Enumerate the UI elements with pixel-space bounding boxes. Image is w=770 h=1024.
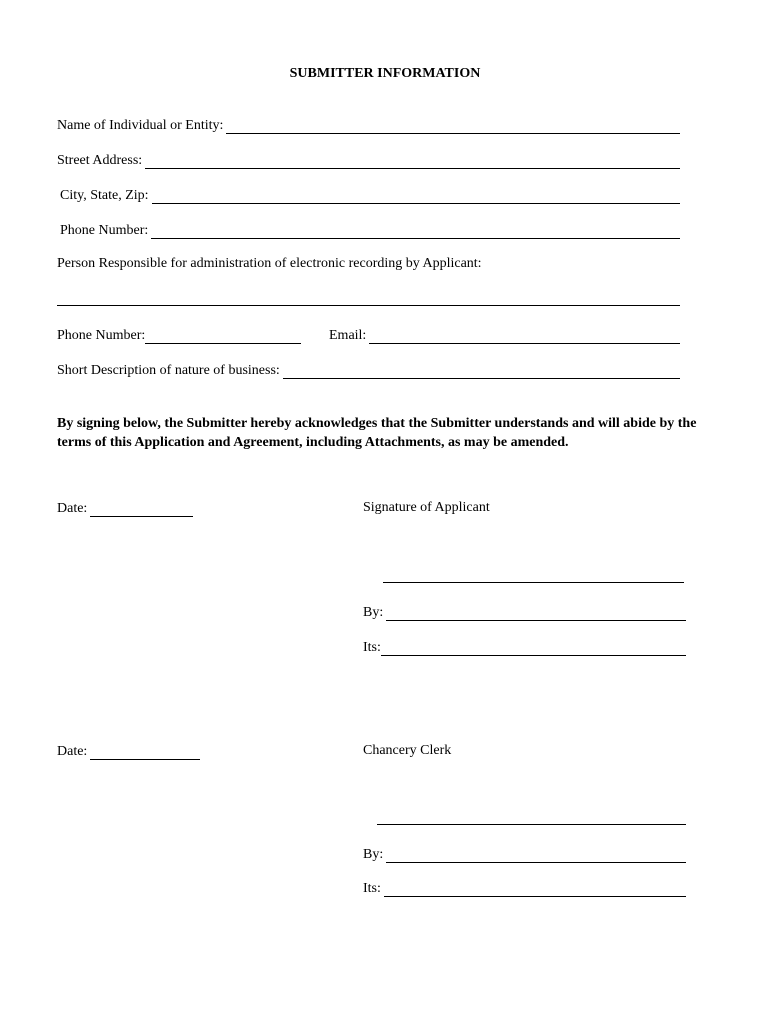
name-label: Name of Individual or Entity:: [57, 118, 224, 133]
street-address-label: Street Address:: [57, 153, 143, 168]
city-state-zip-label: City, State, Zip:: [60, 188, 149, 203]
acknowledgement-text: By signing below, the Submitter hereby acknowledges that the Submitter understands and will abide by the terms of this Application and Agreement, including Attachments, as may be amended.: [57, 416, 697, 450]
city-state-zip-input-line[interactable]: [152, 189, 680, 204]
clerk-by-input-line[interactable]: [386, 848, 686, 863]
city-state-zip-field[interactable]: [60, 186, 680, 204]
applicant-by-input-line[interactable]: [386, 606, 686, 621]
contact-phone-field[interactable]: [57, 326, 301, 344]
business-description-field[interactable]: [57, 361, 680, 379]
email-label: Email:: [329, 328, 367, 343]
clerk-by-field[interactable]: [363, 845, 686, 863]
phone-number-input-line[interactable]: [151, 224, 680, 239]
street-address-field[interactable]: [57, 151, 680, 169]
applicant-date-input-line[interactable]: [90, 502, 193, 517]
applicant-signature-line[interactable]: [383, 582, 684, 583]
clerk-signature-title: Chancery Clerk: [363, 743, 452, 758]
applicant-date-field[interactable]: [57, 499, 193, 517]
clerk-its-field[interactable]: [363, 879, 686, 897]
clerk-its-input-line[interactable]: [384, 882, 686, 897]
clerk-date-field[interactable]: [57, 742, 200, 760]
email-field[interactable]: [329, 326, 680, 344]
name-field[interactable]: [57, 116, 680, 134]
street-address-input-line[interactable]: [145, 154, 680, 169]
person-responsible-input-line[interactable]: [57, 305, 680, 306]
applicant-its-input-line[interactable]: [381, 641, 686, 656]
applicant-date-label: Date:: [57, 501, 88, 516]
applicant-signature-title: Signature of Applicant: [363, 500, 490, 515]
phone-number-label: Phone Number:: [60, 223, 149, 238]
applicant-its-field[interactable]: [363, 638, 686, 656]
page-title: SUBMITTER INFORMATION: [289, 66, 481, 81]
clerk-date-input-line[interactable]: [90, 745, 200, 760]
person-responsible-label: Person Responsible for administration of electronic recording by Applicant:: [57, 256, 482, 271]
applicant-its-label: Its:: [363, 640, 381, 655]
business-description-label: Short Description of nature of business:: [57, 363, 280, 378]
phone-number-field[interactable]: [60, 221, 680, 239]
clerk-its-label: Its:: [363, 881, 381, 896]
email-input-line[interactable]: [369, 329, 680, 344]
applicant-by-field[interactable]: [363, 603, 686, 621]
applicant-by-label: By:: [363, 605, 384, 620]
business-description-input-line[interactable]: [283, 364, 680, 379]
name-input-line[interactable]: [226, 119, 680, 134]
clerk-signature-line[interactable]: [377, 824, 686, 825]
contact-phone-input-line[interactable]: [145, 329, 301, 344]
contact-phone-label: Phone Number:: [57, 328, 146, 343]
clerk-by-label: By:: [363, 847, 384, 862]
clerk-date-label: Date:: [57, 744, 88, 759]
